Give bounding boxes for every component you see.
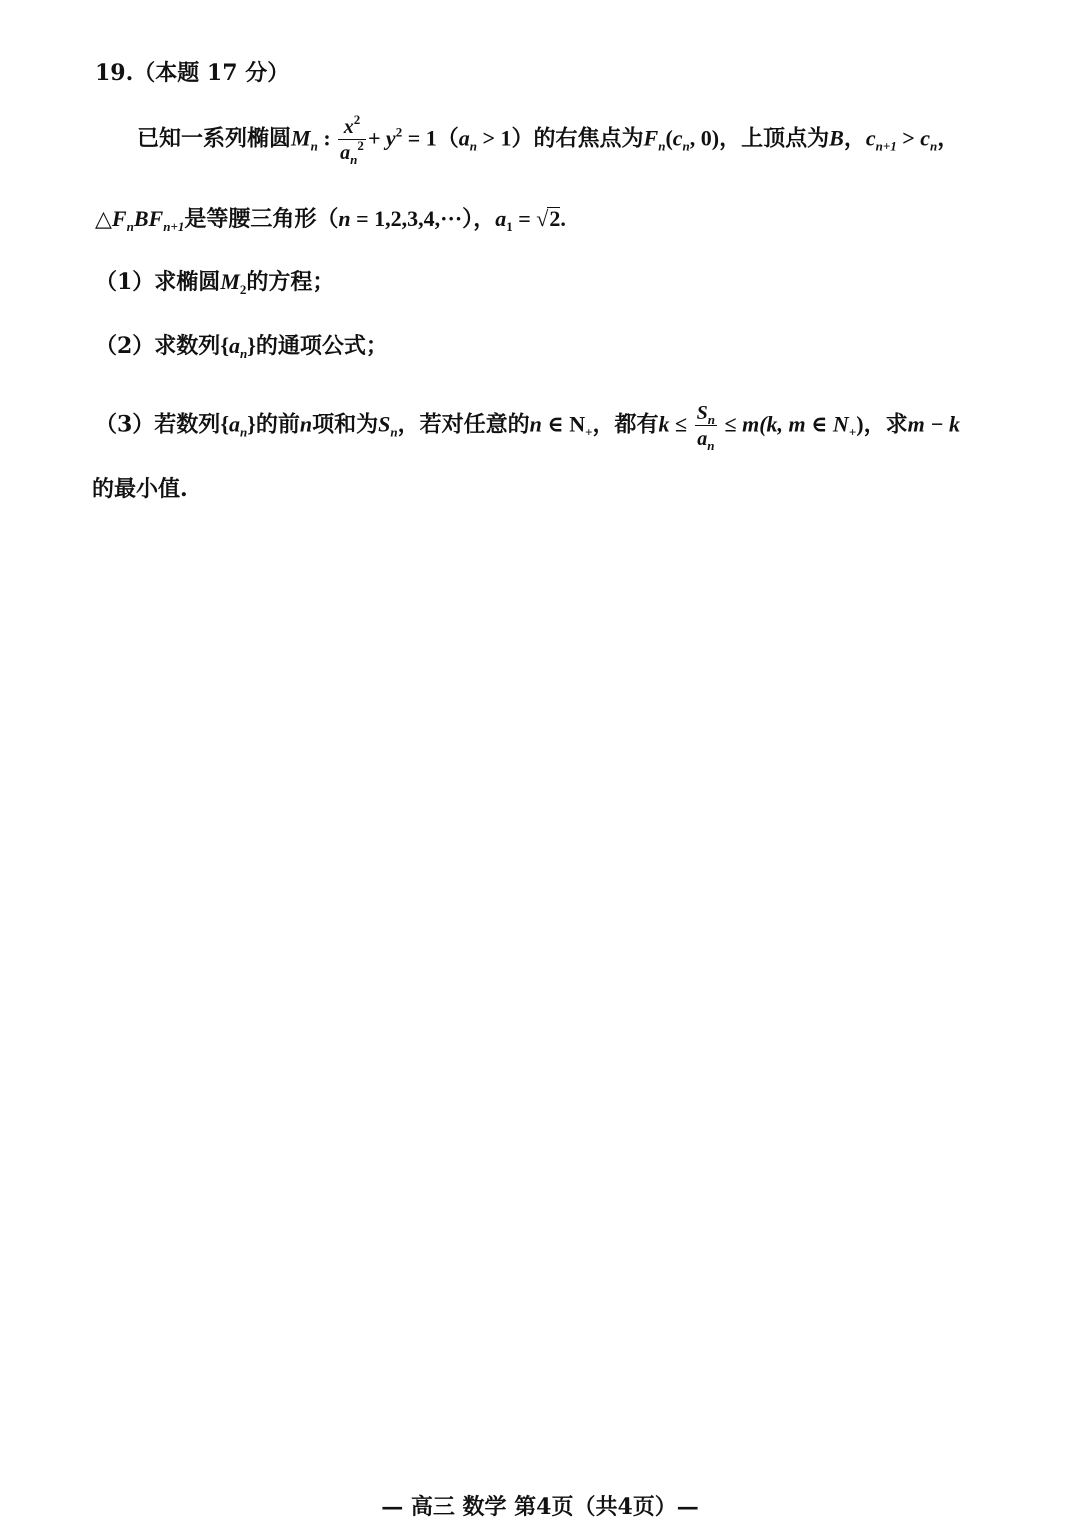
c-cond-var1: c [865, 125, 876, 151]
tri-text: 是等腰三角形（ [184, 206, 339, 232]
p3-in-sub: + [585, 424, 593, 440]
p3-mid3: ，若对任意的 [397, 411, 530, 438]
intro-prefix: 已知一系列椭圆 [137, 125, 292, 152]
p3-mid4: ，都有 [592, 411, 659, 438]
p3-open: { [220, 411, 229, 437]
vertex-text: ，上顶点为 [719, 125, 830, 152]
tri-v3: F [148, 206, 164, 231]
c-cond-end: ， [937, 125, 960, 152]
tri-v2: B [133, 206, 149, 231]
p1-var: M [220, 269, 240, 294]
p3-paren: (k, m ∈ N [759, 411, 849, 437]
p3-label: （3）若数列 [95, 411, 221, 438]
focus-coord-var: c [672, 125, 683, 151]
frac-den-sup: 2 [357, 138, 364, 153]
ellipse-fraction [338, 114, 366, 165]
p2-var: a [228, 333, 240, 358]
n-range-vals: = 1,2,3,4,···） [350, 206, 474, 231]
p3-mid5: ，求 [863, 411, 908, 438]
frac-den: a [340, 142, 351, 164]
p3-le1: ≤ [669, 411, 693, 437]
p3-m: m [742, 411, 760, 437]
p3-paren-close: ) [856, 411, 864, 437]
c-cond-sub1: n+1 [875, 138, 897, 154]
page-footer [0, 1490, 1080, 1521]
frac-num: x [343, 116, 354, 138]
p3-frac-den: a [697, 428, 708, 450]
p3-le2: ≤ [718, 411, 743, 437]
part-3 [95, 400, 960, 451]
focus-coord-sub: n [682, 138, 690, 154]
p3-close: } [247, 411, 256, 437]
a1-sub: 1 [506, 219, 513, 234]
focus-var: F [643, 125, 659, 151]
intro-line-2: $\triangle F_nBF_{n+1}$是等腰三角形（n = 1,2,3,4,···），$a_1 = √2$. [95, 206, 566, 234]
p3-s: S [378, 411, 391, 437]
p3-mid1: 的前 [255, 411, 300, 438]
p3-n2: n [529, 411, 542, 437]
p3-sub: n [239, 424, 248, 440]
frac-den-sub: n [350, 152, 358, 167]
c-cond-var2: c [920, 125, 931, 151]
ellipse-name: M [291, 125, 311, 151]
p2-sub: n [239, 346, 248, 361]
p3-frac-num: S [696, 402, 708, 424]
question-header-text: 19.（本题 17 分） [95, 60, 290, 86]
a1-var: a [495, 206, 507, 231]
p3-tail: 的最小值. [92, 476, 188, 502]
eq-rest-sup: 2 [395, 124, 403, 140]
p2-open: { [220, 333, 229, 358]
p1-label: （1）求椭圆 [95, 269, 221, 295]
part-2 [95, 333, 388, 361]
p3-frac-den-sub: n [707, 438, 715, 453]
triangle-symbol: △ [95, 206, 112, 231]
c-cond-sub2: n [930, 138, 938, 154]
a1-sqrt: 2 [549, 206, 561, 231]
question-header [95, 62, 289, 84]
a1-sep: ， [473, 206, 496, 232]
p3-mid2: 项和为 [312, 411, 379, 438]
a1-end: . [560, 206, 566, 231]
p3-n: n [299, 411, 313, 437]
p3-paren-sub: + [848, 424, 857, 440]
p3-mk: m − k [907, 411, 961, 437]
p2-close: } [247, 333, 256, 358]
p3-fraction [695, 400, 717, 451]
vertex-var: B [829, 125, 844, 151]
intro-line-1: 已知一系列椭圆$M_n$ : $\frac{x^2}{a_n^2}$ + $y^2 = 1(a_n > 1)$的右焦点为$F_n(c_n$, 0)，上顶点为B，$c_{n+1} > c_n$， [137, 112, 960, 167]
cond-rest: > 1） [476, 125, 534, 151]
p1-sub: 2 [239, 282, 247, 297]
tri-v1-sub: n [126, 219, 134, 234]
p2-label: （2）求数列 [95, 333, 221, 359]
tri-v3-sub: n+1 [163, 219, 185, 234]
p1-end: 的方程； [246, 269, 335, 295]
frac-num-sup: 2 [353, 112, 361, 127]
cond-var: a [458, 125, 470, 151]
p3-k: k [658, 411, 670, 437]
tri-v1: F [111, 206, 127, 231]
p2-end: 的通项公式； [255, 333, 388, 359]
eq-equals: = 1（ [402, 125, 459, 151]
footer-text: — 高三 数学 第4页（共4页）— [381, 1494, 699, 1520]
ellipse-sub: n [310, 138, 318, 154]
focus-coord-open: ( [665, 125, 673, 151]
cond-sub: n [469, 138, 477, 154]
eq-rest: + y [367, 125, 396, 151]
focus-sub: n [658, 138, 666, 154]
c-cond-op: > [896, 125, 921, 151]
a1-eq: = [512, 206, 537, 231]
p3-frac-num-sub: n [707, 412, 715, 427]
part-3-continuation [92, 478, 188, 500]
n-range-var: n [338, 206, 351, 231]
part-1 [95, 269, 335, 297]
p3-s-sub: n [390, 424, 398, 440]
p3-var: a [228, 411, 240, 437]
p3-in: ∈ N [541, 411, 586, 437]
focus-text: 的右焦点为 [533, 125, 644, 152]
focus-coord-close: , 0) [689, 125, 720, 151]
